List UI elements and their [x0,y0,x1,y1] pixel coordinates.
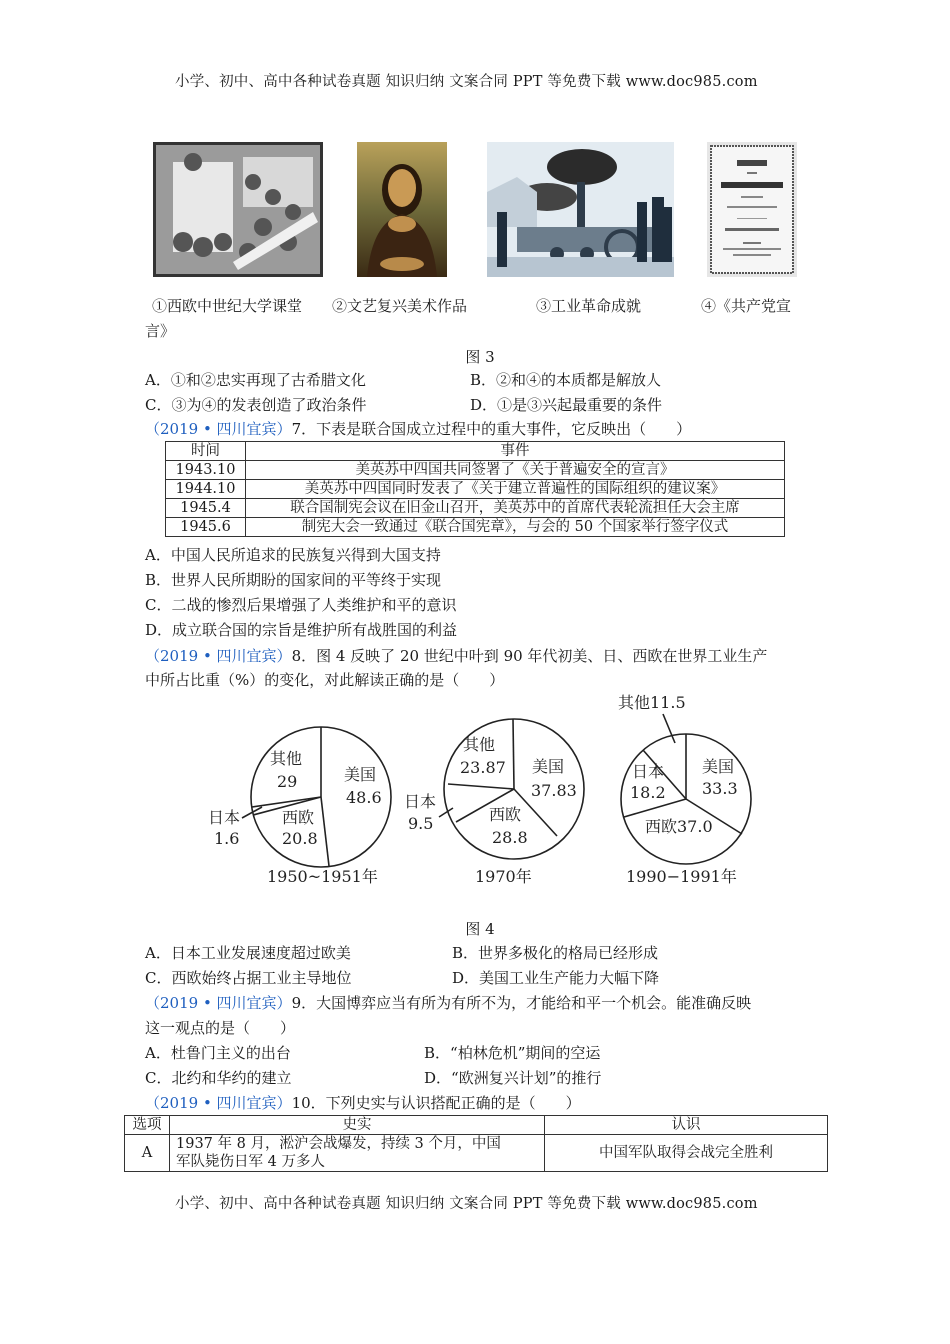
q9-option-b: B．“柏林危机”期间的空运 [424,1044,601,1062]
figure3-caption-wrap: 言》 [145,322,176,340]
q8-option-b: B．世界多极化的格局已经形成 [452,944,659,962]
q10-row-a-option: A [125,1135,170,1172]
pie1-other-label: 其他 [270,749,303,768]
pie2-we-label: 西欧 [489,805,522,824]
q10-stem [145,1093,581,1113]
pie2-jp-label: 日本 [404,792,437,811]
q9-option-d: D．“欧洲复兴计划”的推行 [424,1069,602,1087]
q6-option-d: D．①是③兴起最重要的条件 [470,396,663,414]
q8-stem-line2: 中所占比重（%）的变化，对此解读正确的是（ ） [145,671,505,689]
q10-table [124,1115,828,1172]
pie3-us-label: 美国 [702,757,735,776]
q7-table-header-time: 时间 [166,442,246,461]
pie1-other-value: 29 [277,772,298,791]
communist-manifesto-cover-image [707,142,797,277]
q8-stem-text: 8．图 4 反映了 20 世纪中叶到 90 年代初美、日、西欧在世界工业生产 [291,647,768,665]
figure4-title: 图 4 [465,920,495,938]
q10-stem-text: 10．下列史实与认识搭配正确的是（ ） [291,1094,581,1112]
pie2-other-label: 其他 [463,735,496,754]
pie2-jp-value: 9.5 [408,814,434,833]
table-row [125,1135,828,1172]
q10-table-header-option: 选项 [125,1116,170,1135]
q7-row3-event: 联合国制宪会议在旧金山召开，美英苏中的首席代表轮流担任大会主席 [246,499,785,518]
steam-locomotive-image [487,142,674,277]
q9-stem-text: 9．大国博弈应当有所为有所不为，才能给和平一个机会。能准确反映 [291,994,752,1012]
q10-row-a-fact-line2: 军队毙伤日军 4 万多人 [176,1154,325,1170]
pie2-other-value: 23.87 [460,758,506,777]
q10-table-header-fact: 史实 [170,1116,545,1135]
q10-row-a-fact [170,1135,545,1172]
table-row [166,480,785,499]
q9-option-c: C．北约和华约的建立 [145,1069,292,1087]
q10-row-a-view: 中国军队取得会战完全胜利 [545,1135,828,1172]
q8-option-a: A．日本工业发展速度超过欧美 [145,944,351,962]
pie1-us-label: 美国 [344,765,377,784]
medieval-university-classroom-image [153,142,323,277]
table-row [166,461,785,480]
pie2-us-value: 37.83 [531,781,577,800]
q7-row3-time: 1945.4 [166,499,246,518]
pie3-jp-value: 18.2 [630,783,666,802]
mona-lisa-image [357,142,447,277]
figure3-caption-1: ①西欧中世纪大学课堂 [152,297,303,315]
figure3-caption-2: ②文艺复兴美术作品 [332,297,468,315]
q9-option-a: A．杜鲁门主义的出台 [145,1044,291,1062]
pie3-us-value: 33.3 [702,779,738,798]
q7-option-b: B．世界人民所期盼的国家间的平等终于实现 [145,571,442,589]
page-footer: 小学、初中、高中各种试卷真题 知识归纳 文案合同 PPT 等免费下载 www.doc985.com [175,1196,758,1212]
q7-row1-time: 1943.10 [166,461,246,480]
pie1-we-label: 西欧 [282,808,315,827]
pie1-jp-value: 1.6 [214,829,240,848]
pie2-us-label: 美国 [532,757,565,776]
pie2-we-value: 28.8 [492,828,528,847]
q7-row2-event: 美英苏中四国同时发表了《关于建立普遍性的国际组织的建议案》 [246,480,785,499]
q9-stem-line2: 这一观点的是（ ） [145,1019,296,1037]
pie1-we-value: 20.8 [282,829,318,848]
q7-table-header-event: 事件 [246,442,785,461]
pie2-title: 1970年 [475,867,532,886]
q7-stem-text: 7．下表是联合国成立过程中的重大事件，它反映出（ ） [291,420,692,438]
q7-stem [145,419,691,439]
pie1-title: 1950~1951年 [267,867,378,886]
pie1-jp-label: 日本 [208,808,241,827]
q7-row4-time: 1945.6 [166,518,246,537]
pie3-jp-label: 日本 [632,762,665,781]
pie1-us-value: 48.6 [346,788,382,807]
page-header: 小学、初中、高中各种试卷真题 知识归纳 文案合同 PPT 等免费下载 www.doc985.com [175,74,758,90]
q9-source-tag: （2019 • 四川宜宾） [145,994,292,1012]
figure3-caption-3: ③工业革命成就 [536,297,642,315]
q9-stem-line1 [145,993,751,1013]
figure3-title: 图 3 [465,348,495,366]
q6-option-c: C．③为④的发表创造了政治条件 [145,396,367,414]
q8-stem-line1 [145,646,767,666]
table-row [166,499,785,518]
q7-option-d: D．成立联合国的宗旨是维护所有战胜国的利益 [145,621,458,639]
q7-source-tag: （2019 • 四川宜宾） [145,420,292,438]
q7-row4-event: 制宪大会一致通过《联合国宪章》，与会的 50 个国家举行签字仪式 [246,518,785,537]
q7-option-a: A．中国人民所追求的民族复兴得到大国支持 [145,546,441,564]
q10-row-a-fact-line1: 1937 年 8 月，淞沪会战爆发，持续 3 个月，中国 [176,1136,501,1152]
q10-table-header-view: 认识 [545,1116,828,1135]
q8-option-d: D．美国工业生产能力大幅下降 [452,969,660,987]
table-row [166,518,785,537]
q6-option-b: B．②和④的本质都是解放人 [470,371,662,389]
q7-row1-event: 美英苏中四国共同签署了《关于普遍安全的宣言》 [246,461,785,480]
q7-option-c: C．二战的惨烈后果增强了人类维护和平的意识 [145,596,457,614]
q10-source-tag: （2019 • 四川宜宾） [145,1094,292,1112]
q8-option-c: C．西欧始终占据工业主导地位 [145,969,352,987]
q7-row2-time: 1944.10 [166,480,246,499]
q8-source-tag: （2019 • 四川宜宾） [145,647,292,665]
q6-option-a: A．①和②忠实再现了古希腊文化 [145,371,366,389]
figure3-caption-4: ④《共产党宣 [701,297,792,315]
pie3-we-label: 西欧37.0 [645,817,713,836]
figure4-pie-charts [190,690,790,890]
pie3-other-label: 其他11.5 [618,693,686,712]
q7-table [165,441,785,537]
pie3-title: 1990−1991年 [626,867,737,886]
